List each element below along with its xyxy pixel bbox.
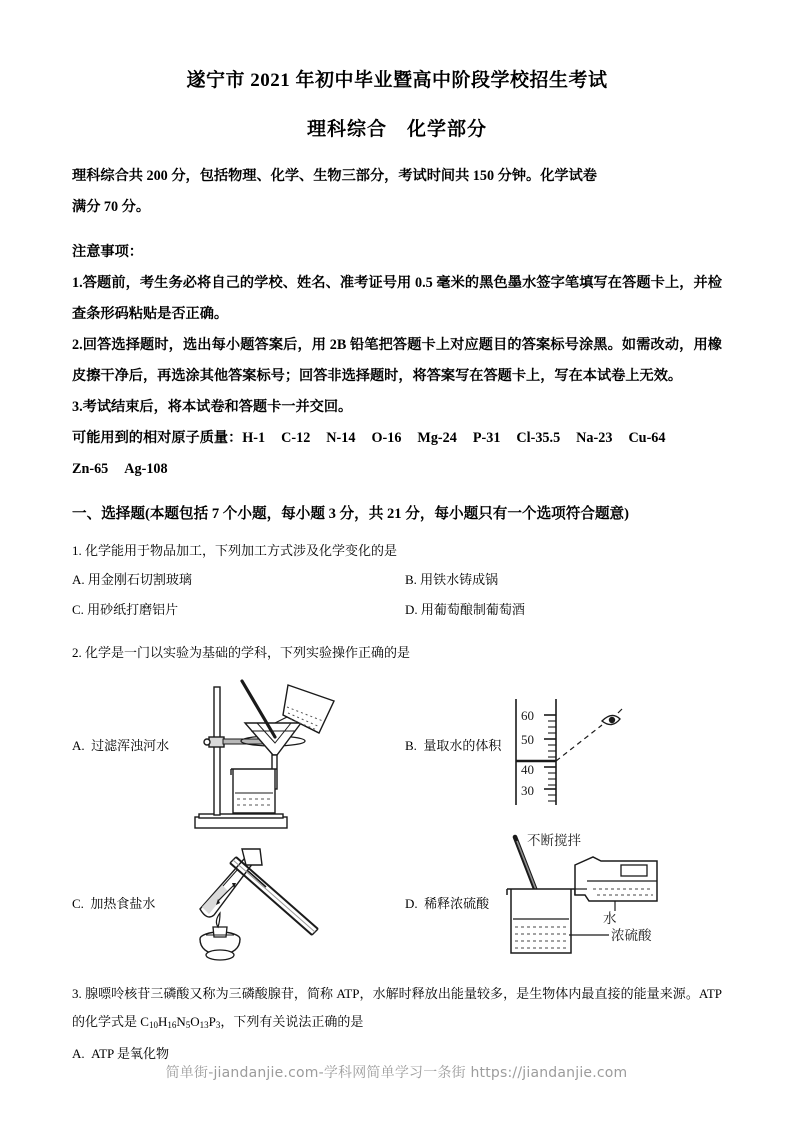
- intro-paragraph: [72, 161, 722, 223]
- atomic-mass-c: C-12: [281, 430, 311, 447]
- note-item-2: 2.回答选择题时，选出每小题答案后，用 2B 铅笔把答题卡上对应题目的答案标号涂黑。如需改动，用橡皮擦干净后，再选涂其他答案标号；回答非选择题时，将答案写在答题卡上，写在本试卷上无效。: [72, 337, 722, 385]
- page-title: 遂宁市 2021 年初中毕业暨高中阶段学校招生考试: [186, 70, 608, 91]
- atomic-mass-o: O-16: [371, 430, 402, 447]
- atomic-mass-p: P-31: [472, 430, 501, 447]
- question-1-text: 化学能用于物品加工，下列加工方式涉及化学变化的是: [85, 543, 398, 559]
- cylinder-tick-60: 60: [521, 708, 534, 724]
- cylinder-tick-40: 40: [521, 762, 534, 778]
- heating-test-tube-svg: [182, 835, 332, 965]
- question-1-option-a[interactable]: [72, 565, 192, 595]
- question-2-number: 2.: [72, 645, 82, 661]
- atp-chemical-formula: $C_{10}H_{16}N_5O_{13}P_3$: [140, 1014, 221, 1031]
- note-item-3: 3.考试结束后，将本试卷和答题卡一并交回。: [72, 399, 353, 416]
- atomic-mass-ag: Ag-108: [124, 461, 168, 478]
- option-a-text: 过滤浑浊河水: [91, 738, 170, 754]
- option-a-label: A.: [72, 738, 85, 754]
- option-c-text: 用砂纸打磨铝片: [87, 602, 179, 618]
- question-1-option-b[interactable]: [405, 565, 498, 595]
- page-content: [72, 0, 722, 1069]
- question-2-option-a-label-group[interactable]: [72, 735, 169, 754]
- option-a-label: A.: [72, 572, 85, 588]
- question-1-option-c[interactable]: [72, 595, 178, 625]
- footer-watermark: 简单街-jiandanjie.com-学科网简单学习一条街 https://jiandanjie.com: [165, 1065, 628, 1081]
- option-d-text: 用葡萄酿制葡萄酒: [420, 602, 525, 618]
- question-1-number: 1.: [72, 543, 82, 559]
- cylinder-tick-50: 50: [521, 732, 534, 748]
- option-b-text: 用铁水铸成锅: [420, 572, 499, 588]
- question-2-option-d-label-group[interactable]: [405, 893, 489, 912]
- option-d-label: D.: [405, 602, 418, 618]
- graduated-cylinder-figure: [510, 697, 628, 814]
- atomic-mass-mg: Mg-24: [417, 430, 457, 447]
- diluting-sulfuric-acid-figure: [497, 827, 707, 972]
- atomic-mass-n: N-14: [326, 430, 356, 447]
- intro-line-1: 理科综合共 200 分，包括物理、化学、生物三部分，考试时间共 150 分钟。化学试卷: [72, 168, 597, 185]
- question-1-stem: [72, 537, 722, 565]
- option-b-label: B.: [405, 572, 417, 588]
- stir-annotation-label: 不断搅拌: [527, 833, 581, 849]
- filtration-apparatus-svg: [187, 675, 347, 833]
- question-1-options-row-2: [72, 595, 722, 625]
- option-c-text: 加热食盐水: [90, 896, 156, 912]
- atomic-mass-line: [72, 423, 722, 454]
- option-a-label: A.: [72, 1046, 85, 1062]
- option-c-label: C.: [72, 602, 84, 618]
- section-heading-choice: 一、选择题(本题包括 7 个小题，每小题 3 分，共 21 分，每小题只有一个选项符合题意): [72, 506, 629, 523]
- atomic-mass-line-2: [72, 454, 722, 485]
- question-2-option-b-label-group[interactable]: [405, 735, 501, 754]
- question-2-text: 化学是一门以实验为基础的学科，下列实验操作正确的是: [85, 645, 411, 661]
- graduated-cylinder-svg: [510, 697, 628, 809]
- water-annotation-label: 水: [603, 911, 617, 927]
- question-2-figure-row-2: [72, 835, 722, 970]
- option-d-text: 稀释浓硫酸: [424, 896, 490, 912]
- intro-line-2: 满分 70 分。: [72, 199, 151, 216]
- question-3-text-part-1: 腺嘌呤核苷三磷酸又称为三磷酸腺苷，简称 ATP，水解时释放出能量较多，是生物体内最直接的能量来源。ATP 的化学式是: [72, 986, 722, 1030]
- heating-test-tube-figure: [182, 835, 332, 970]
- question-2-option-c-label-group[interactable]: [72, 893, 155, 912]
- atomic-mass-na: Na-23: [576, 430, 613, 447]
- question-1-option-d[interactable]: [405, 595, 525, 625]
- option-b-text: 量取水的体积: [423, 738, 502, 754]
- option-a-text: ATP 是氧化物: [91, 1046, 170, 1062]
- atomic-mass-cu: Cu-64: [628, 430, 666, 447]
- filtration-apparatus-figure: [187, 675, 347, 838]
- question-2-stem: [72, 639, 722, 667]
- atomic-mass-label: 可能用到的相对原子质量：: [72, 430, 243, 447]
- atomic-mass-h: H-1: [242, 430, 266, 447]
- acid-annotation-label: 浓硫酸: [611, 928, 652, 944]
- option-a-text: 用金刚石切割玻璃: [87, 572, 192, 588]
- note-item-1: 1.答题前，考生务必将自己的学校、姓名、准考证号用 0.5 毫米的黑色墨水签字笔填写在答题卡上，并检查条形码粘贴是否正确。: [72, 275, 722, 323]
- question-3-stem: [72, 980, 722, 1039]
- diluting-sulfuric-acid-svg: [497, 827, 707, 967]
- question-3-number: 3.: [72, 986, 82, 1002]
- option-d-label: D.: [405, 896, 418, 912]
- atomic-mass-cl: Cl-35.5: [516, 430, 561, 447]
- question-1-options-row-1: [72, 565, 722, 595]
- question-3-text-part-2: ，下列有关说法正确的是: [220, 1014, 364, 1030]
- option-c-label: C.: [72, 896, 84, 912]
- notes-heading: 注意事项：: [72, 244, 143, 261]
- question-2-figure-row-1: [72, 673, 722, 833]
- cylinder-tick-30: 30: [521, 783, 534, 799]
- atomic-mass-zn: Zn-65: [72, 461, 109, 478]
- page-subtitle: 理科综合 化学部分: [306, 118, 487, 140]
- option-b-label: B.: [405, 738, 417, 754]
